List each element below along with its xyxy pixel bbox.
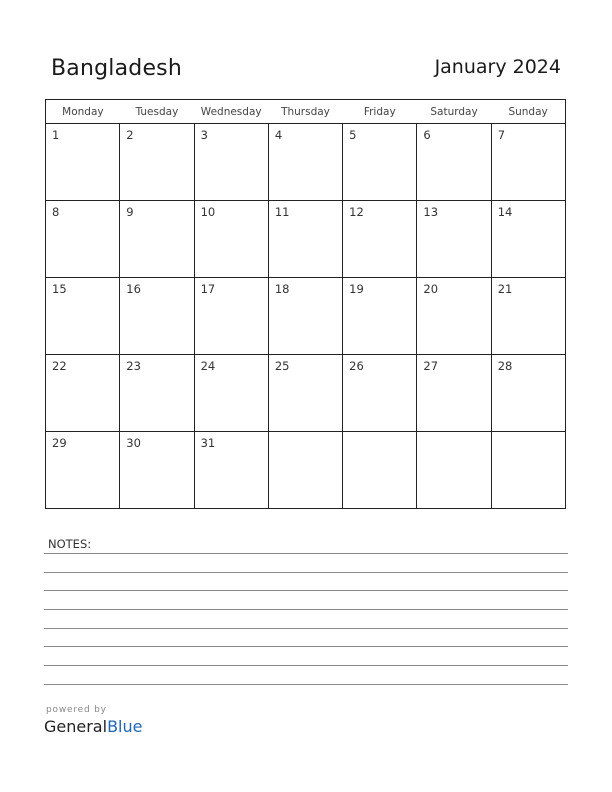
day-cell <box>268 355 342 432</box>
day-number: 21 <box>497 282 513 296</box>
day-cell <box>343 278 417 355</box>
week-row <box>46 355 566 432</box>
day-number: 30 <box>126 436 141 450</box>
day-cell <box>194 278 268 355</box>
day-number: 20 <box>423 282 439 296</box>
day-cell <box>268 124 342 201</box>
weekday-header-row <box>46 100 566 124</box>
day-number: 28 <box>497 359 513 373</box>
day-cell <box>343 432 417 509</box>
note-line[interactable] <box>44 628 568 629</box>
weekday-header: Tuesday <box>120 100 194 124</box>
day-number: 7 <box>497 128 506 142</box>
day-cell <box>120 355 194 432</box>
powered-by-text: powered by <box>46 705 107 715</box>
day-number: 16 <box>126 282 141 296</box>
note-line[interactable] <box>44 609 568 610</box>
day-cell <box>120 432 194 509</box>
day-number: 6 <box>423 128 431 142</box>
day-cell <box>120 201 194 278</box>
day-cell <box>120 124 194 201</box>
day-cell <box>417 201 491 278</box>
day-number: 22 <box>52 359 67 373</box>
day-number: 5 <box>349 128 357 142</box>
day-cell <box>268 432 342 509</box>
day-cell <box>417 432 491 509</box>
day-number: 10 <box>200 205 216 219</box>
day-cell <box>491 201 565 278</box>
day-number: 14 <box>497 205 513 219</box>
day-cell <box>194 432 268 509</box>
day-cell <box>343 124 417 201</box>
day-cell <box>194 124 268 201</box>
day-number: 12 <box>349 205 364 219</box>
day-number: 4 <box>274 128 283 142</box>
day-cell <box>46 278 120 355</box>
note-line[interactable] <box>44 665 568 666</box>
day-number: 1 <box>52 128 60 142</box>
brand-blue: Blue <box>107 717 143 736</box>
day-number: 18 <box>274 282 290 296</box>
note-line[interactable] <box>44 646 568 647</box>
day-cell <box>417 278 491 355</box>
weekday-header: Saturday <box>417 100 491 124</box>
day-cell <box>343 355 417 432</box>
day-cell <box>491 432 565 509</box>
day-number: 25 <box>274 359 290 373</box>
day-cell <box>46 201 120 278</box>
day-number: 19 <box>349 282 364 296</box>
week-row <box>46 201 566 278</box>
generalblue-logo[interactable] <box>44 717 142 736</box>
note-line[interactable] <box>44 553 568 554</box>
weekday-header: Monday <box>46 100 120 124</box>
day-number: 26 <box>349 359 364 373</box>
note-line[interactable] <box>44 684 568 685</box>
day-number: 8 <box>52 205 60 219</box>
day-number: 9 <box>126 205 134 219</box>
day-number: 2 <box>126 128 134 142</box>
day-number: 13 <box>423 205 439 219</box>
day-cell <box>268 278 342 355</box>
day-number: 23 <box>126 359 141 373</box>
day-cell <box>194 201 268 278</box>
day-number: 3 <box>200 128 208 142</box>
day-cell <box>46 124 120 201</box>
day-number: 27 <box>423 359 439 373</box>
day-cell <box>268 201 342 278</box>
note-line[interactable] <box>44 572 568 573</box>
notes-label: NOTES: <box>48 537 92 551</box>
day-number: 17 <box>200 282 216 296</box>
week-row <box>46 432 566 509</box>
weekday-header: Wednesday <box>194 100 268 124</box>
day-cell <box>46 432 120 509</box>
day-number: 15 <box>52 282 67 296</box>
day-cell <box>46 355 120 432</box>
day-cell <box>120 278 194 355</box>
day-number: 29 <box>52 436 67 450</box>
day-cell <box>343 201 417 278</box>
day-cell <box>491 355 565 432</box>
calendar-grid <box>45 99 566 509</box>
weekday-header: Thursday <box>268 100 342 124</box>
day-cell <box>194 355 268 432</box>
day-cell <box>417 355 491 432</box>
day-number: 11 <box>274 205 290 219</box>
day-number: 31 <box>200 436 216 450</box>
week-row <box>46 278 566 355</box>
day-cell <box>491 124 565 201</box>
day-number: 24 <box>200 359 216 373</box>
day-cell <box>491 278 565 355</box>
weekday-header: Sunday <box>491 100 565 124</box>
month-year-title: January 2024 <box>434 56 561 78</box>
week-row <box>46 124 566 201</box>
brand-general: General <box>44 717 108 736</box>
weekday-header: Friday <box>343 100 417 124</box>
note-line[interactable] <box>44 590 568 591</box>
country-title: Bangladesh <box>51 56 182 81</box>
day-cell <box>417 124 491 201</box>
